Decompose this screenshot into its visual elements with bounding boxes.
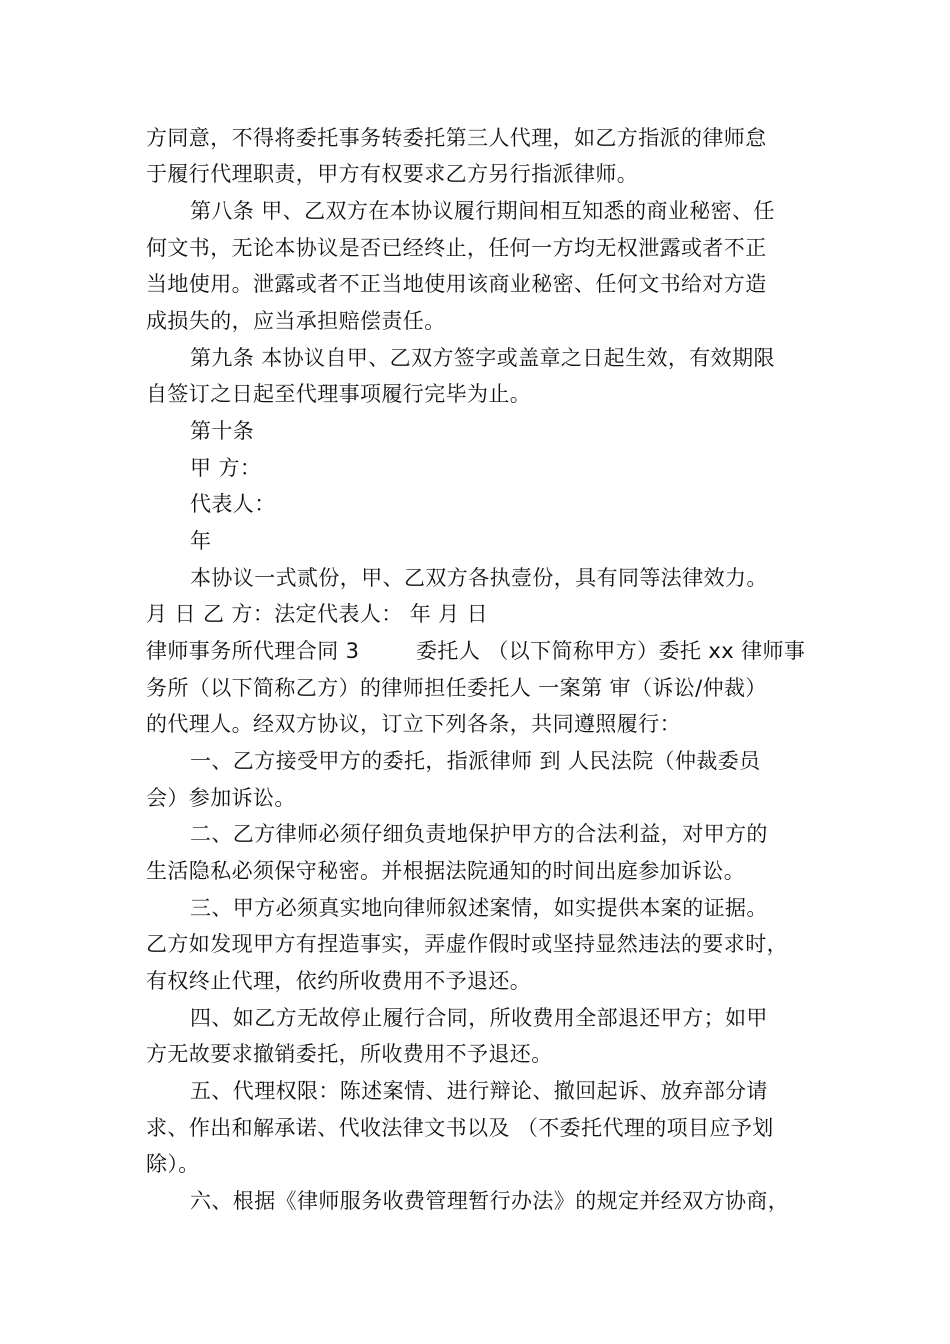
paragraph-line: 六、根据《律师服务收费管理暂行办法》的规定并经双方协商， [190,1189,790,1213]
date-year-label: 年 [190,529,212,553]
paragraph-line: 会）参加诉讼。 [146,786,296,810]
paragraph-line: 三、甲方必须真实地向律师叙述案情，如实提供本案的证据。 [190,896,768,920]
paragraph-line: 第九条 本协议自甲、乙双方签字或盖章之日起生效，有效期限 [190,346,775,370]
paragraph-line: 乙方如发现甲方有捏造事实，弄虚作假时或坚持显然违法的要求时， [146,932,788,956]
paragraph-line: 除）。 [146,1152,200,1176]
paragraph-line: 五、代理权限：陈述案情、进行辩论、撤回起诉、放弃部分请 [190,1079,768,1103]
contract-title-line: 律师事务所代理合同 3 委托人 （以下简称甲方）委托 xx 律师事 [146,639,806,663]
paragraph-line: 务所（以下简称乙方）的律师担任委托人 一案第 审（诉讼/仲裁） [146,676,767,700]
paragraph-line: 方同意，不得将委托事务转委托第三人代理，如乙方指派的律师怠 [146,126,767,150]
paragraph-line: 一、乙方接受甲方的委托，指派律师 到 人民法院（仲裁委员 [190,749,761,773]
party-a-label: 甲 方： [190,456,262,480]
paragraph-line: 本协议一式贰份，甲、乙双方各执壹份，具有同等法律效力。 [190,566,768,590]
paragraph-line: 当地使用。泄露或者不正当地使用该商业秘密、任何文书给对方造 [146,272,767,296]
paragraph-line: 二、乙方律师必须仔细负责地保护甲方的合法利益，对甲方的 [190,822,768,846]
paragraph-line: 生活隐私必须保守秘密。并根据法院通知的时间出庭参加诉讼。 [146,859,746,883]
paragraph-line: 四、如乙方无故停止履行合同，所收费用全部退还甲方；如甲 [190,1006,768,1030]
paragraph-line: 有权终止代理，依约所收费用不予退还。 [146,969,532,993]
paragraph-line: 于履行代理职责，甲方有权要求乙方另行指派律师。 [146,162,639,186]
paragraph-line: 的代理人。经双方协议，订立下列各条，共同遵照履行： [146,712,681,736]
clause-heading: 第十条 [190,419,255,443]
paragraph-line: 自签订之日起至代理事项履行完毕为止。 [146,382,532,406]
paragraph-line: 方无故要求撤销委托，所收费用不予退还。 [146,1042,553,1066]
paragraph-line: 何文书，无论本协议是否已经终止，任何一方均无权泄露或者不正 [146,236,767,260]
signature-line: 月 日 乙 方：法定代表人： 年 月 日 [146,602,489,626]
paragraph-line: 成损失的，应当承担赔偿责任。 [146,309,446,333]
representative-label: 代表人： [190,492,276,516]
paragraph-line: 第八条 甲、乙双方在本协议履行期间相互知悉的商业秘密、任 [190,199,775,223]
paragraph-line: 求、作出和解承诺、代收法律文书以及 （不委托代理的项目应予划 [146,1116,774,1140]
